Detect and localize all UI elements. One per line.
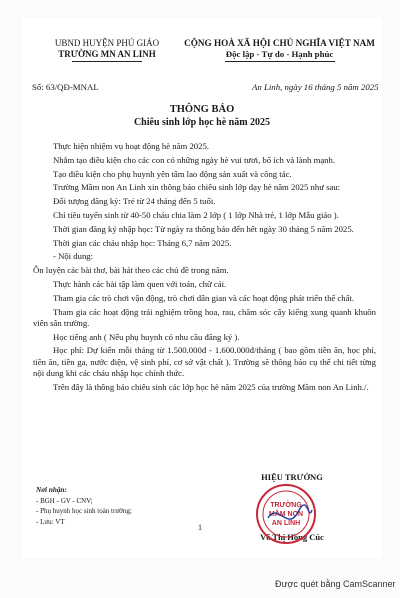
place-date: An Linh, ngày 16 tháng 5 năm 2025 [252, 82, 379, 92]
national-motto: Độc lập - Tự do - Hạnh phúc [225, 49, 334, 59]
document-sheet [22, 18, 382, 558]
stamp-text: TRƯỜNG [270, 502, 302, 509]
stamp-text: MẦM NON [268, 511, 304, 518]
agency-header [32, 38, 182, 62]
recipient-item: - Phụ huynh học sinh toàn trường; [36, 507, 132, 515]
recipients-title: Nơi nhận: [36, 486, 67, 494]
header-underline [72, 61, 142, 62]
paragraph: - Nội dung: [53, 251, 94, 262]
stamp-text: AN LINH [271, 520, 301, 527]
recipients-block [36, 485, 132, 527]
document-subtitle: Chiêu sinh lớp học hè năm 2025 [133, 117, 271, 128]
signer-role: HIỆU TRƯỞNG [261, 472, 323, 482]
paragraph: Học phí: Dự kiến mỗi tháng từ 1.500.000đ - 1.600.000đ/tháng ( bao gồm tiền ăn, học phí, tiền ăn, tiền ga, nước điện, vệ sinh phí, cơ sở vật chất ). Trường sẽ thông báo cụ thể chi tiết từng nội dung khi các cháu nhập học chính thức. [33, 345, 376, 378]
paragraph: Tạo điều kiện cho phụ huynh yên tâm lao động sản xuất và công tác. [53, 168, 292, 179]
school-name: TRƯỜNG MN AN LINH [58, 49, 156, 59]
paragraph: Thực hành các bài tập làm quen với toán, chữ cái. [53, 278, 227, 289]
paragraph: Tham gia các hoạt động trải nghiệm trồng hoa, rau, chăm sóc cây kiểng xung quanh khuôn viên sân trường. [33, 306, 376, 328]
national-header [167, 38, 392, 62]
paragraph: Đối tượng đăng ký: Trẻ từ 24 tháng đến 5 tuổi. [53, 196, 216, 207]
page-number: 1 [198, 523, 202, 532]
paragraph: Thời gian đăng ký nhập học: Từ ngày ra thông báo đến hết ngày 30 tháng 5 năm 2025. [53, 223, 354, 234]
document-title: THÔNG BÁO [169, 104, 235, 115]
national-title: CỘNG HOÀ XÃ HỘI CHỦ NGHĨA VIỆT NAM [184, 38, 375, 48]
school-stamp [254, 482, 318, 546]
paragraph: Thực hiện nhiệm vụ hoạt động hè năm 2025. [53, 141, 209, 151]
recipient-item: - Lưu: VT [36, 517, 65, 526]
agency-name: UBND HUYỆN PHÚ GIÁO [54, 38, 160, 48]
paragraph: Tham gia các trò chơi vận động, trò chơi dân gian và các hoạt động phát triển thể chất. [53, 292, 355, 303]
paragraph: Trường Mầm non An Linh xin thông báo chiêu sinh lớp dạy hè năm 2025 như sau: [53, 182, 341, 193]
document-number: Số: 63/QĐ-MNAL [32, 82, 99, 92]
paragraph: Học tiếng anh ( Nếu phụ huynh có nhu cầu đăng ký ). [53, 331, 240, 342]
signer-name: Võ Thị Hồng Cúc [260, 532, 324, 542]
paragraph: Trên đây là thông báo chiêu sinh các lớp học hè năm 2025 của trường Mầm non An Linh./. [53, 381, 369, 392]
paragraph: Chỉ tiêu tuyển sinh từ 40-50 cháu chia làm 2 lớp ( 1 lớp Nhà trẻ, 1 lớp Mẫu giáo ). [53, 209, 339, 220]
motto-underline [225, 61, 335, 62]
paragraph: Ôn luyện các bài thơ, bài hát theo các chủ đề trong năm. [33, 265, 229, 276]
document-body [33, 141, 376, 395]
paragraph: Nhằm tạo điều kiện cho các con có những ngày hè vui tươi, bổ ích và lành mạnh. [53, 154, 336, 165]
scanner-watermark: Được quét bằng CamScanner [275, 579, 396, 589]
recipient-item: - BGH - GV - CNV; [36, 496, 93, 505]
paragraph: Thời gian các cháu nhập học: Tháng 6,7 năm 2025. [53, 237, 232, 248]
